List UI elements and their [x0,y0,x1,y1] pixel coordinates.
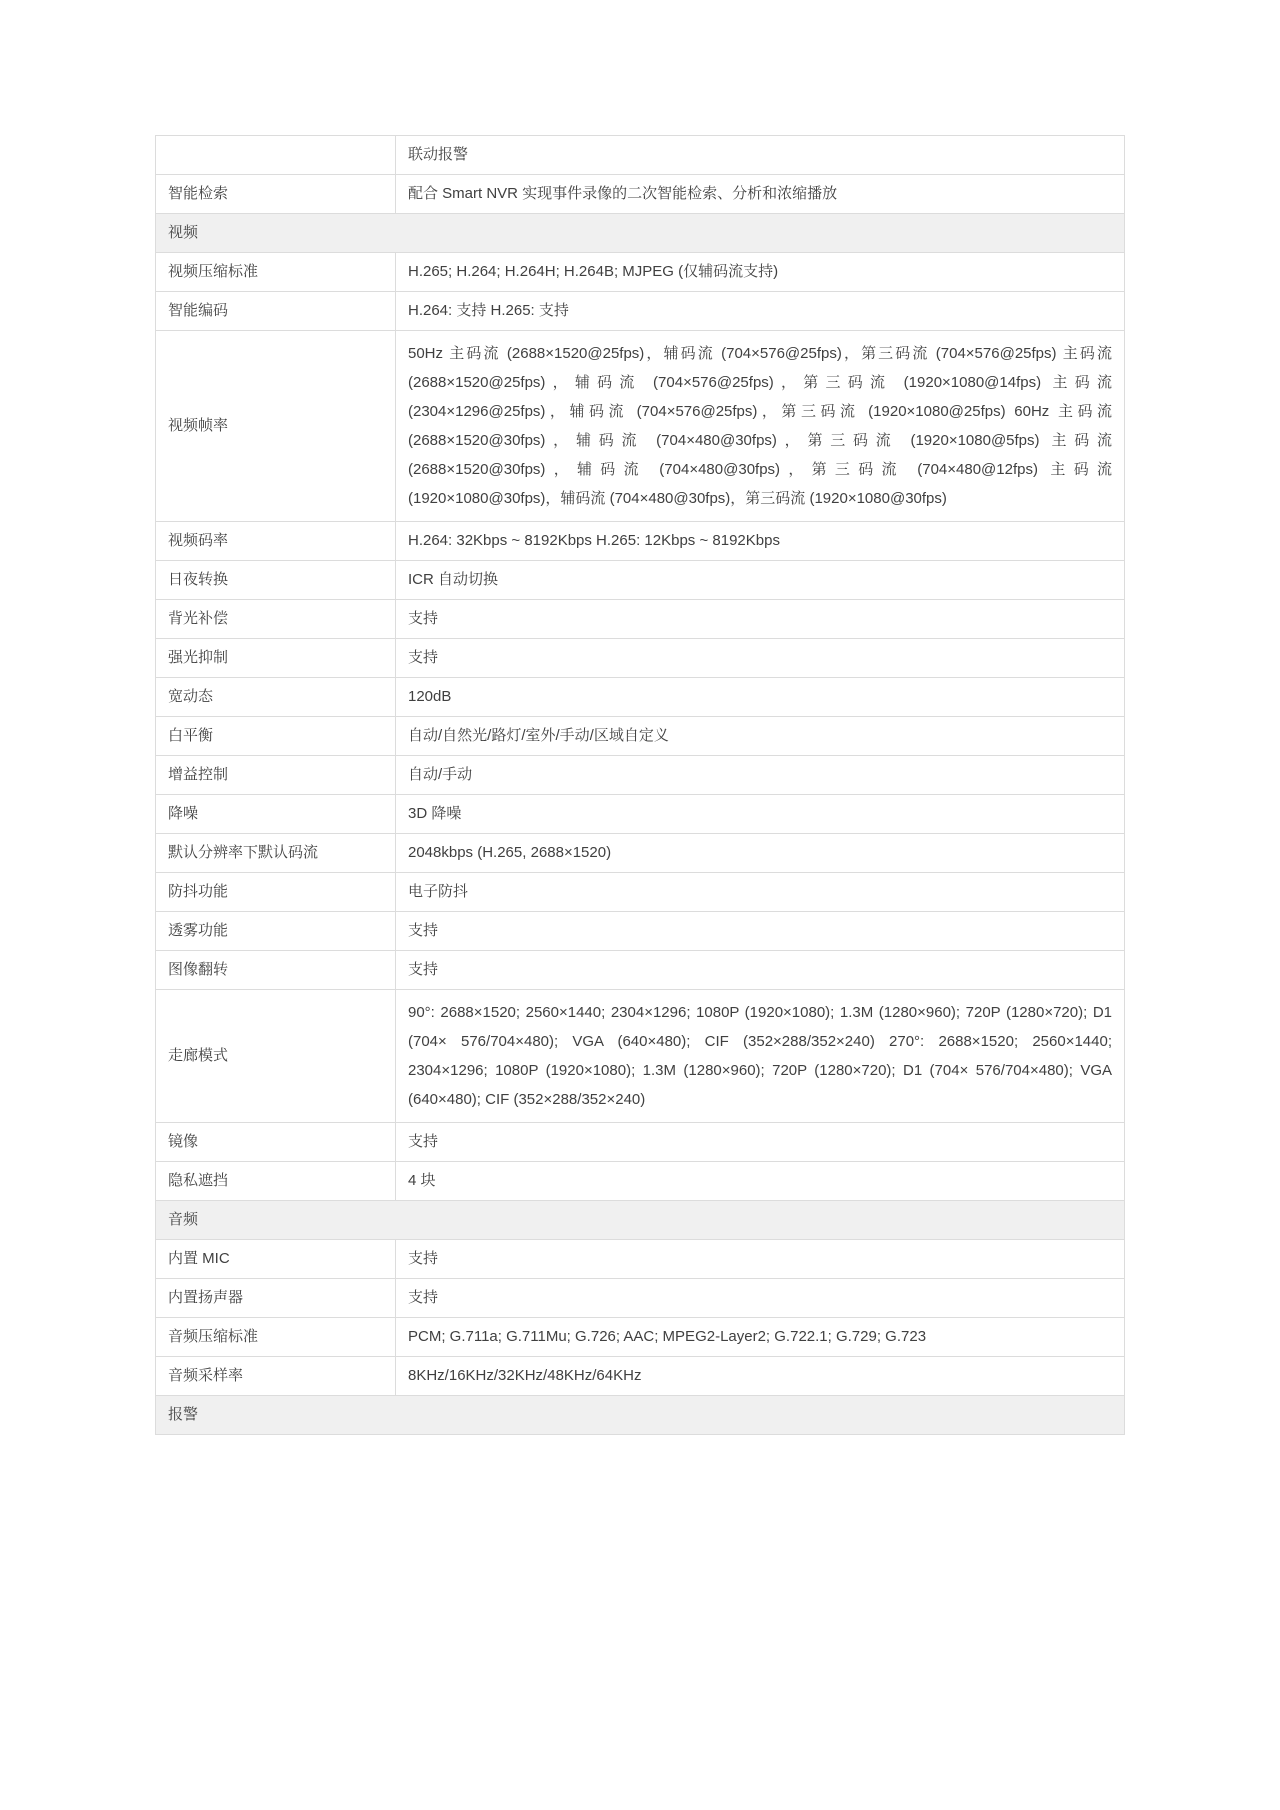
spec-table-body [156,136,1125,1435]
spec-label: 智能检索 [156,175,396,214]
spec-value: 90°: 2688×1520; 2560×1440; 2304×1296; 1080P (1920×1080); 1.3M (1280×960); 720P (1280×720); D1 (704× 576/704×480); VGA (640×480); CIF (352×288/352×240) 270°: 2688×1520; 2560×1440; 2304×1296; 1080P (1920×1080); 1.3M (1280×960); 720P (1280×720); D1 (704× 576/704×480); VGA (640×480); CIF (352×288/352×240) [396,990,1125,1123]
spec-value: 8KHz/16KHz/32KHz/48KHz/64KHz [396,1357,1125,1396]
spec-value: 电子防抖 [396,873,1125,912]
spec-value: 3D 降噪 [396,795,1125,834]
table-row [156,1318,1125,1357]
spec-label: 内置扬声器 [156,1279,396,1318]
spec-label: 智能编码 [156,292,396,331]
section-row [156,214,1125,253]
spec-label: 隐私遮挡 [156,1162,396,1201]
spec-label: 背光补偿 [156,600,396,639]
spec-value: 支持 [396,1279,1125,1318]
spec-value: 联动报警 [396,136,1125,175]
table-row [156,600,1125,639]
spec-label: 图像翻转 [156,951,396,990]
table-row [156,834,1125,873]
spec-label: 日夜转换 [156,561,396,600]
spec-value: ICR 自动切换 [396,561,1125,600]
spec-label: 强光抑制 [156,639,396,678]
spec-label: 镜像 [156,1123,396,1162]
section-title: 报警 [156,1396,1125,1435]
table-row [156,561,1125,600]
spec-value: 支持 [396,951,1125,990]
spec-value: 2048kbps (H.265, 2688×1520) [396,834,1125,873]
spec-value: 支持 [396,639,1125,678]
spec-label: 视频帧率 [156,331,396,522]
section-title: 视频 [156,214,1125,253]
spec-value: 4 块 [396,1162,1125,1201]
table-row [156,1357,1125,1396]
spec-table [155,135,1125,1435]
spec-label: 降噪 [156,795,396,834]
table-row [156,292,1125,331]
spec-label: 防抖功能 [156,873,396,912]
spec-value: 支持 [396,600,1125,639]
table-row [156,1123,1125,1162]
spec-label [156,136,396,175]
spec-label: 音频采样率 [156,1357,396,1396]
spec-label: 音频压缩标准 [156,1318,396,1357]
table-row [156,1162,1125,1201]
table-row [156,1279,1125,1318]
table-row [156,331,1125,522]
spec-value: H.264: 支持 H.265: 支持 [396,292,1125,331]
spec-value: H.265; H.264; H.264H; H.264B; MJPEG (仅辅码流支持) [396,253,1125,292]
spec-label: 走廊模式 [156,990,396,1123]
spec-label: 透雾功能 [156,912,396,951]
section-title: 音频 [156,1201,1125,1240]
spec-label: 视频压缩标准 [156,253,396,292]
section-row [156,1201,1125,1240]
table-row [156,639,1125,678]
spec-value: PCM; G.711a; G.711Mu; G.726; AAC; MPEG2-Layer2; G.722.1; G.729; G.723 [396,1318,1125,1357]
spec-label: 增益控制 [156,756,396,795]
table-row [156,873,1125,912]
table-row [156,990,1125,1123]
table-row [156,717,1125,756]
section-row [156,1396,1125,1435]
table-row [156,136,1125,175]
table-row [156,678,1125,717]
table-row [156,175,1125,214]
spec-value: 支持 [396,912,1125,951]
table-row [156,253,1125,292]
table-row [156,795,1125,834]
spec-label: 宽动态 [156,678,396,717]
spec-value: 自动/自然光/路灯/室外/手动/区域自定义 [396,717,1125,756]
spec-value: 配合 Smart NVR 实现事件录像的二次智能检索、分析和浓缩播放 [396,175,1125,214]
spec-value: 支持 [396,1240,1125,1279]
table-row [156,756,1125,795]
spec-value: H.264: 32Kbps ~ 8192Kbps H.265: 12Kbps ~ 8192Kbps [396,522,1125,561]
table-row [156,912,1125,951]
spec-value: 自动/手动 [396,756,1125,795]
spec-label: 白平衡 [156,717,396,756]
table-row [156,522,1125,561]
table-row [156,1240,1125,1279]
spec-label: 视频码率 [156,522,396,561]
spec-value: 50Hz 主码流 (2688×1520@25fps)，辅码流 (704×576@25fps)，第三码流 (704×576@25fps) 主码流 (2688×1520@25fps)，辅码流 (704×576@25fps)，第三码流 (1920×1080@14fps) 主码流 (2304×1296@25fps)，辅码流 (704×576@25fps)，第三码流 (1920×1080@25fps) 60Hz 主码流 (2688×1520@30fps)，辅码流 (704×480@30fps)，第三码流 (1920×1080@5fps) 主码流 (2688×1520@30fps)，辅码流 (704×480@30fps)，第三码流 (704×480@12fps) 主码流 (1920×1080@30fps)，辅码流 (704×480@30fps)，第三码流 (1920×1080@30fps) [396,331,1125,522]
spec-label: 内置 MIC [156,1240,396,1279]
spec-value: 支持 [396,1123,1125,1162]
spec-label: 默认分辨率下默认码流 [156,834,396,873]
spec-value: 120dB [396,678,1125,717]
table-row [156,951,1125,990]
